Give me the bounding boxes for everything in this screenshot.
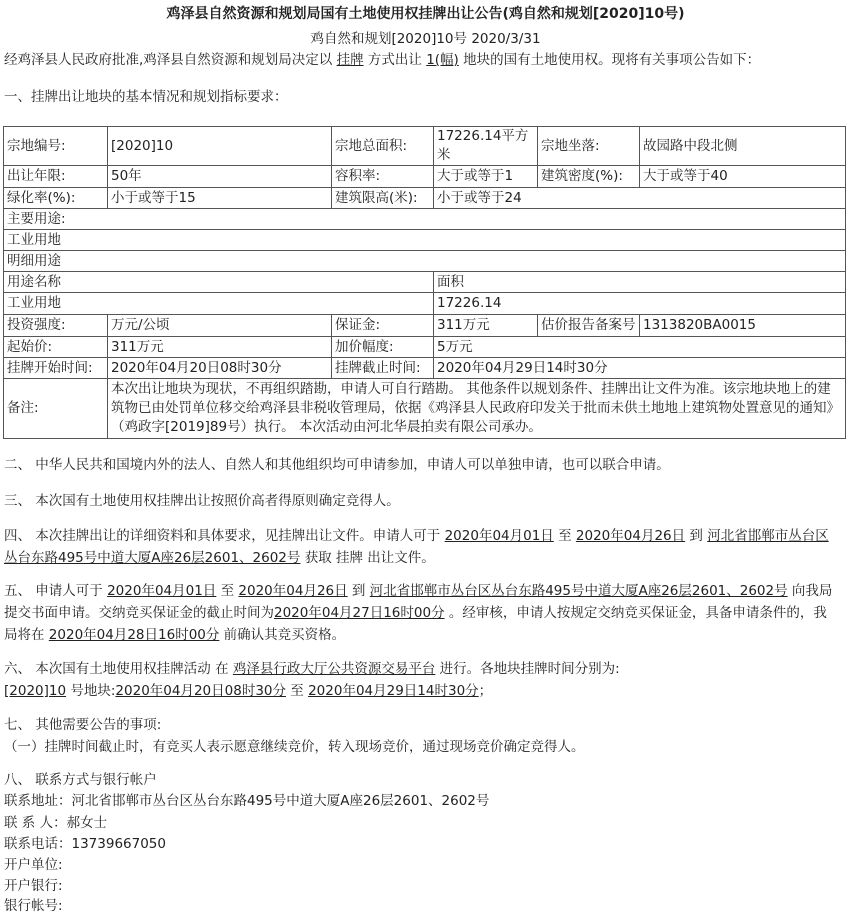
- table-row: [4, 230, 846, 251]
- close-time-label: 挂牌截止时间:: [332, 358, 434, 379]
- apply-address: 河北省邯郸市丛台区丛台东路495号中道大厦A座26层2601、2602号: [369, 583, 788, 599]
- table-row: [4, 358, 846, 379]
- increment-label: 加价幅度:: [332, 337, 434, 358]
- table-row: [4, 315, 846, 337]
- deposit-label: 保证金:: [332, 315, 434, 337]
- document-reference: 鸡自然和规划[2020]10号 2020/3/31: [310, 31, 541, 47]
- table-row: [4, 379, 846, 439]
- density-label: 建筑密度(%):: [538, 166, 640, 188]
- contact-address: 联系地址：河北省邯郸市丛台区丛台东路495号中道大厦A座26层2601、2602号: [4, 793, 490, 809]
- listing-parcel-no: [2020]10: [4, 683, 67, 699]
- term-label: 出让年限:: [4, 166, 108, 188]
- apply-end-date: 2020年04月26日: [238, 583, 348, 599]
- section-3: 三、 本次国有土地使用权挂牌出让按照价高者得原则确定竞得人。: [4, 493, 400, 509]
- contact-person: 联 系 人：郝女士: [4, 815, 108, 831]
- table-row: [4, 127, 846, 166]
- invest-label: 投资强度:: [4, 315, 108, 337]
- use-area-header: 面积: [434, 272, 846, 293]
- parcel-info-table: [3, 126, 846, 439]
- start-price-label: 起始价:: [4, 337, 108, 358]
- table-row: [4, 251, 846, 272]
- remark-value: 本次出让地块为现状，不再组织踏勘，申请人可自行踏勘。 其他条件以规划条件、挂牌出让文件为准。该宗地块地上的建筑物已由处罚单位移交给鸡泽县非税收管理局，依据《鸡泽县人民政府印发关于批而未供土地地上建筑物处置意见的通知》（鸡政字[2019]89号）执行。 本次活动由河北华晨拍卖有限公司承办。: [108, 379, 846, 439]
- table-row: [4, 209, 846, 230]
- doc-end-date: 2020年04月26日: [575, 528, 686, 544]
- bank-account: 银行帐号:: [4, 898, 63, 914]
- doc-address-part-2: 丛台东路495号中道大厦A座26层2601、2602号: [4, 550, 301, 566]
- close-time-value: 2020年04月29日14时30分: [434, 358, 846, 379]
- deposit-value: 311万元: [434, 315, 538, 337]
- bank-name: 开户银行:: [4, 878, 63, 894]
- contact-phone: 联系电话：13739667050: [4, 836, 166, 852]
- remark-label: 备注:: [4, 379, 108, 439]
- section-5-line-1: 五、 申请人可于 2020年04月01日 至 2020年04月26日 到 河北省邯郸市丛台区丛台东路495号中道大厦A座26层2601、2602号 向我局: [4, 583, 833, 599]
- intro-paragraph: 经鸡泽县人民政府批准,鸡泽县自然资源和规划局决定以 挂牌 方式出让 1(幅) 地块的国有土地使用权。现将有关事项公告如下：: [4, 52, 761, 68]
- section-7-heading: 七、 其他需要公告的事项:: [4, 717, 162, 733]
- doc-start-date: 2020年04月01日: [444, 528, 554, 544]
- open-time-value: 2020年04月20日08时30分: [108, 358, 332, 379]
- section-6-line-2: [2020]10 号地块:2020年04月20日08时30分 至 2020年04月29日14时30分；: [4, 683, 493, 699]
- table-row: [4, 188, 846, 209]
- invest-value: 万元/公顷: [108, 315, 332, 337]
- table-row: [4, 337, 846, 358]
- section-5-line-2: 提交书面申请。交纳竞买保证金的截止时间为2020年04月27日16时00分 。经审核，申请人按规定交纳竞买保证金，具备申请条件的，我: [4, 605, 827, 621]
- qualification-confirm-date: 2020年04月28日16时00分: [48, 627, 220, 643]
- appraisal-value: 1313820BA0015: [640, 315, 846, 337]
- transfer-method: 挂牌: [336, 52, 364, 68]
- location-value: 故园路中段北侧: [640, 127, 846, 166]
- parcel-count: 1(幅): [426, 52, 459, 68]
- auction-venue: 鸡泽县行政大厅公共资源交易平台: [232, 661, 436, 677]
- height-label: 建筑限高(米):: [332, 188, 434, 209]
- use-area-value: 17226.14: [434, 293, 846, 315]
- area-label: 宗地总面积:: [332, 127, 434, 166]
- density-value: 大于或等于40: [640, 166, 846, 188]
- area-value: 17226.14平方米: [434, 127, 538, 166]
- far-value: 大于或等于1: [434, 166, 538, 188]
- section-8-heading: 八、 联系方式与银行帐户: [4, 772, 157, 788]
- parcel-no-label: 宗地编号:: [4, 127, 108, 166]
- term-value: 50年: [108, 166, 332, 188]
- main-use-value: 工业用地: [4, 230, 846, 251]
- section-4-line-2: 丛台东路495号中道大厦A座26层2601、2602号 获取 挂牌 出让文件。: [4, 550, 435, 566]
- green-label: 绿化率(%):: [4, 188, 108, 209]
- listing-end-time: 2020年04月29日14时30分: [308, 683, 479, 699]
- open-time-label: 挂牌开始时间:: [4, 358, 108, 379]
- detail-use-label: 明细用途: [4, 251, 846, 272]
- main-use-label: 主要用途:: [4, 209, 846, 230]
- start-price-value: 311万元: [108, 337, 332, 358]
- green-value: 小于或等于15: [108, 188, 332, 209]
- listing-start-time: 2020年04月20日08时30分: [115, 683, 286, 699]
- page-title: 鸡泽县自然资源和规划局国有土地使用权挂牌出让公告(鸡自然和规划[2020]10号): [166, 6, 685, 22]
- deposit-deadline: 2020年04月27日16时00分: [274, 605, 445, 621]
- section-5-line-3: 局将在 2020年04月28日16时00分 前确认其竞买资格。: [4, 627, 346, 643]
- table-row: [4, 166, 846, 188]
- table-row: [4, 272, 846, 293]
- height-value: 小于或等于24: [434, 188, 846, 209]
- section-4-line-1: 四、 本次挂牌出让的详细资料和具体要求，见挂牌出让文件。申请人可于 2020年04月01日 至 2020年04月26日 到 河北省邯郸市丛台区: [4, 528, 829, 544]
- increment-value: 5万元: [434, 337, 846, 358]
- far-label: 容积率:: [332, 166, 434, 188]
- use-name-header: 用途名称: [4, 272, 434, 293]
- section-2: 二、 中华人民共和国境内外的法人、自然人和其他组织均可申请参加，申请人可以单独申请，也可以联合申请。: [4, 457, 670, 473]
- use-name-value: 工业用地: [4, 293, 434, 315]
- apply-start-date: 2020年04月01日: [107, 583, 217, 599]
- doc-address-part-1: 河北省邯郸市丛台区: [707, 528, 829, 544]
- table-row: [4, 293, 846, 315]
- bank-unit: 开户单位:: [4, 857, 63, 873]
- section-7-item-1: （一）挂牌时间截止时，有竞买人表示愿意继续竞价，转入现场竞价，通过现场竞价确定竞得人。: [4, 739, 585, 755]
- appraisal-label: 估价报告备案号: [538, 315, 640, 337]
- section-6-line-1: 六、 本次国有土地使用权挂牌活动 在 鸡泽县行政大厅公共资源交易平台 进行。各地块挂牌时间分别为:: [4, 661, 620, 677]
- section-1-heading: 一、挂牌出让地块的基本情况和规划指标要求：: [4, 89, 288, 105]
- parcel-no-value: [2020]10: [108, 127, 332, 166]
- location-label: 宗地坐落:: [538, 127, 640, 166]
